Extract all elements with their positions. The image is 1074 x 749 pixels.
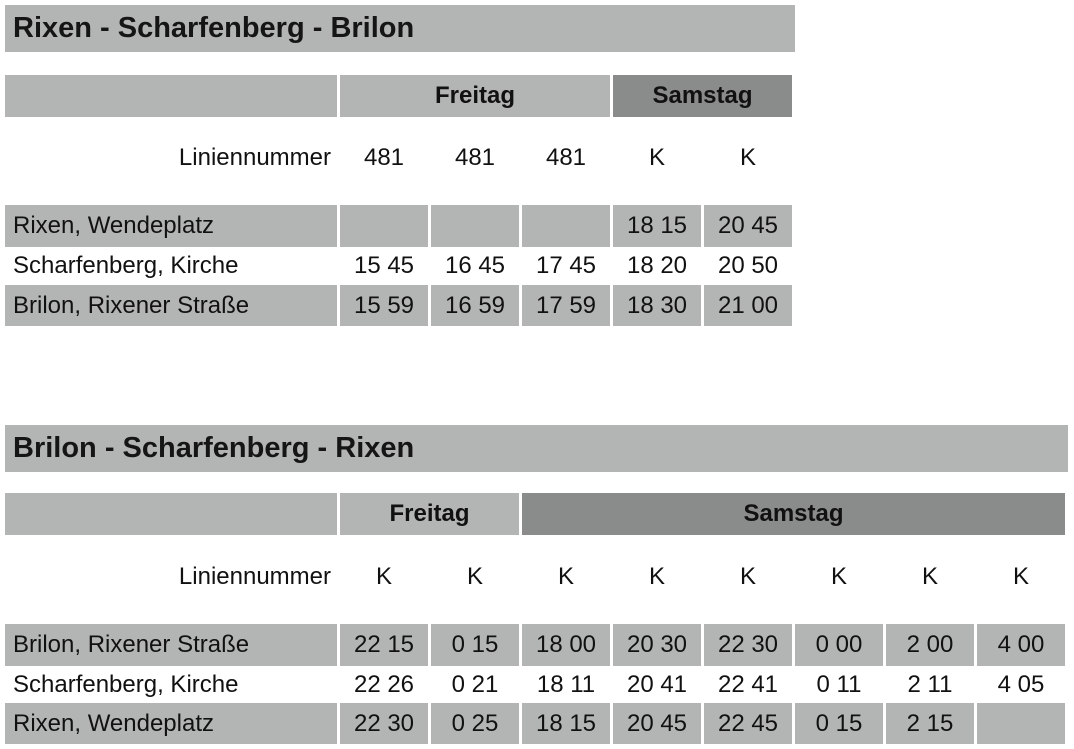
departure-time: 0 00 (795, 624, 883, 666)
stop-name: Scharfenberg, Kirche (13, 671, 239, 698)
day-header-freitag: Freitag (340, 493, 519, 535)
line-number: K (648, 144, 665, 171)
day-header-samstag: Samstag (522, 493, 1065, 535)
departure-time: 22 26 (353, 671, 415, 698)
line-number: K (648, 563, 665, 590)
departure-time: 16 59 (431, 285, 519, 326)
line-number-label: Liniennummer (178, 144, 331, 171)
departure-time: 4 00 (977, 624, 1065, 666)
departure-time: 22 30 (704, 624, 792, 666)
line-number-label: Liniennummer (178, 563, 331, 590)
departure-time: 22 45 (704, 703, 792, 744)
departure-time: 0 21 (451, 671, 499, 698)
line-number: K (739, 563, 756, 590)
departure-time: 18 20 (626, 252, 688, 279)
stop-name: Rixen, Wendeplatz (5, 703, 337, 744)
departure-time: 0 11 (816, 671, 862, 698)
departure-time: 20 41 (626, 671, 688, 698)
departure-time: 22 15 (340, 624, 428, 666)
line-number: K (830, 563, 847, 590)
departure-time (977, 703, 1065, 744)
line-number: K (921, 563, 938, 590)
line-number: K (739, 144, 756, 171)
departure-time: 18 15 (613, 205, 701, 247)
departure-time: 22 30 (340, 703, 428, 744)
header-blank-cell (5, 493, 337, 535)
departure-time: 0 15 (795, 703, 883, 744)
table-title: Rixen - Scharfenberg - Brilon (5, 5, 795, 52)
departure-time: 15 59 (340, 285, 428, 326)
departure-time: 20 45 (613, 703, 701, 744)
day-header-freitag: Freitag (340, 75, 610, 117)
day-header-samstag: Samstag (613, 75, 792, 117)
departure-time: 4 05 (997, 671, 1045, 698)
departure-time: 18 15 (522, 703, 610, 744)
departure-time (522, 205, 610, 247)
departure-time: 20 30 (613, 624, 701, 666)
stop-name: Rixen, Wendeplatz (5, 205, 337, 247)
departure-time: 17 45 (535, 252, 597, 279)
departure-time: 18 11 (536, 671, 596, 698)
departure-time (340, 205, 428, 247)
header-blank-cell (5, 75, 337, 117)
line-number: 481 (545, 144, 587, 171)
departure-time: 2 15 (886, 703, 974, 744)
line-number: K (375, 563, 392, 590)
departure-time: 22 41 (717, 671, 779, 698)
departure-time (431, 205, 519, 247)
departure-time: 2 11 (907, 671, 953, 698)
line-number: 481 (363, 144, 405, 171)
departure-time: 20 50 (717, 252, 779, 279)
table-title: Brilon - Scharfenberg - Rixen (5, 425, 1068, 472)
departure-time: 0 25 (431, 703, 519, 744)
line-number: 481 (454, 144, 496, 171)
departure-time: 20 45 (704, 205, 792, 247)
stop-name: Scharfenberg, Kirche (13, 252, 239, 279)
departure-time: 17 59 (522, 285, 610, 326)
departure-time: 2 00 (886, 624, 974, 666)
line-number: K (466, 563, 483, 590)
line-number: K (1012, 563, 1029, 590)
departure-time: 21 00 (704, 285, 792, 326)
line-number: K (557, 563, 574, 590)
departure-time: 16 45 (444, 252, 506, 279)
departure-time: 0 15 (431, 624, 519, 666)
stop-name: Brilon, Rixener Straße (5, 285, 337, 326)
stop-name: Brilon, Rixener Straße (5, 624, 337, 666)
departure-time: 18 00 (522, 624, 610, 666)
departure-time: 18 30 (613, 285, 701, 326)
departure-time: 15 45 (353, 252, 415, 279)
